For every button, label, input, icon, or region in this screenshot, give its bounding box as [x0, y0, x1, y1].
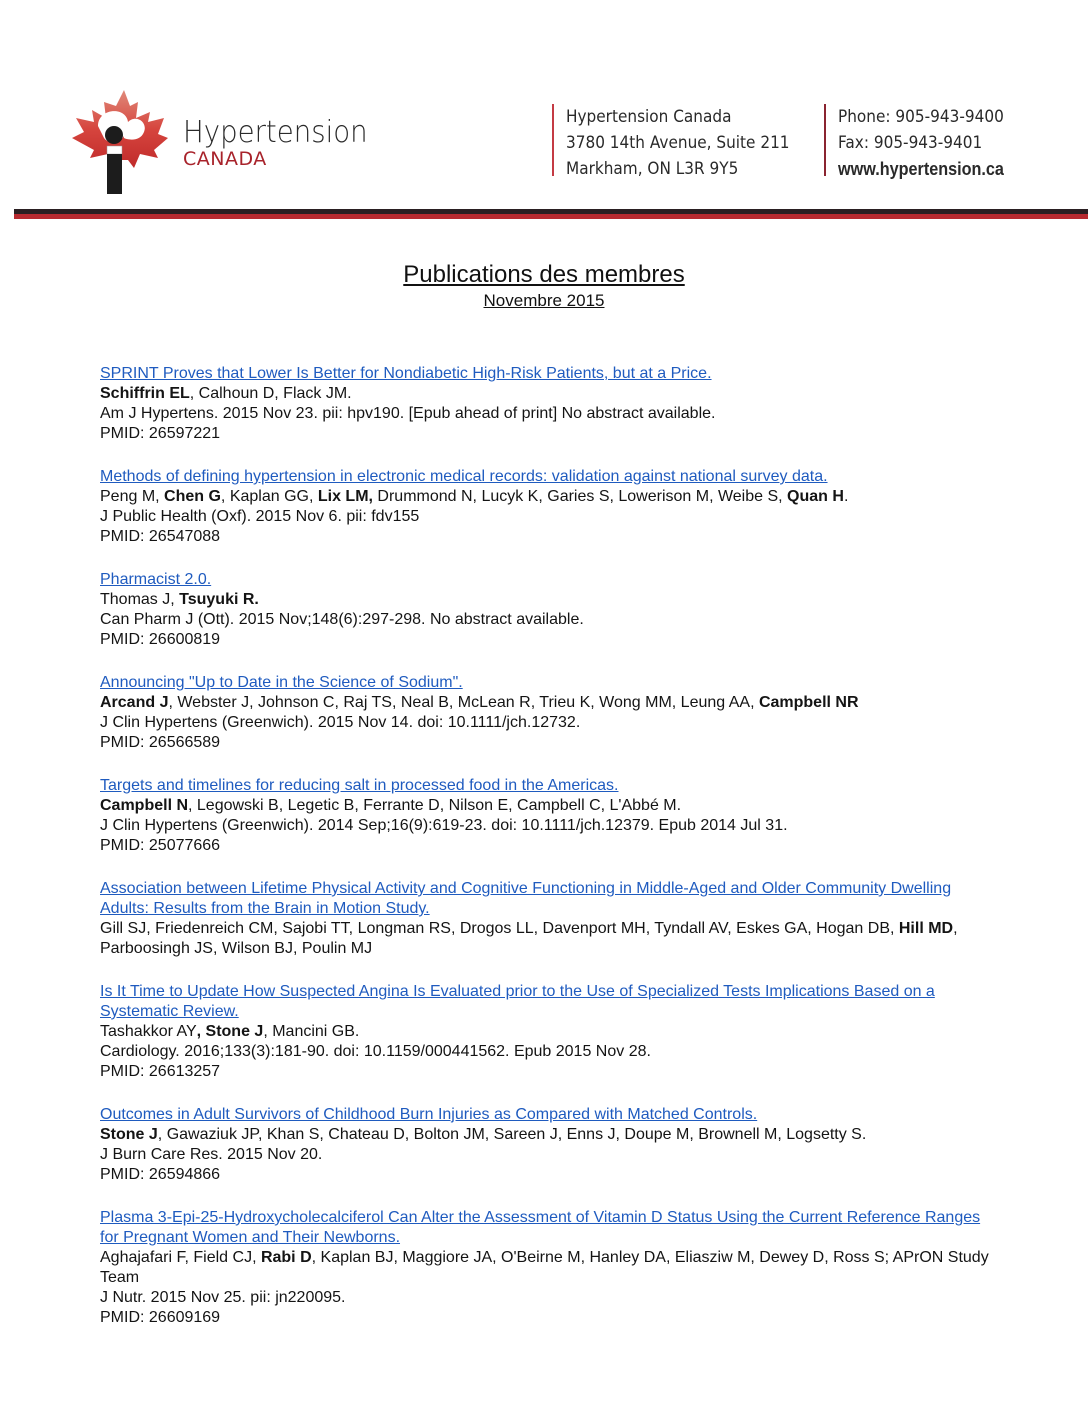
logo-wordmark: Hypertension: [183, 115, 368, 150]
publication-authors: [100, 487, 1000, 507]
publication-source: J Burn Care Res. 2015 Nov 20.: [100, 1146, 323, 1163]
publication-title-link[interactable]: SPRINT Proves that Lower Is Better for Nondiabetic High-Risk Patients, but at a Price.: [100, 365, 712, 382]
publication-item: [100, 467, 1000, 547]
publication-source: Am J Hypertens. 2015 Nov 23. pii: hpv190. [Epub ahead of print] No abstract available.: [100, 405, 716, 422]
hypertension-canada-logo: [68, 88, 368, 198]
author: , Webster J, Johnson C, Raj TS, Neal B, McLean R, Trieu K, Wong MM, Leung AA,: [168, 694, 759, 711]
member-author: Hill MD: [898, 920, 954, 937]
publication-title-link[interactable]: Outcomes in Adult Survivors of Childhood Burn Injuries as Compared with Matched Controls.: [100, 1106, 758, 1123]
publication-authors: [100, 919, 1000, 959]
publication-authors: [100, 693, 1000, 713]
publication-source: Cardiology. 2016;133(3):181-90. doi: 10.1159/000441562. Epub 2015 Nov 28.: [100, 1043, 651, 1060]
publication-item: [100, 879, 1000, 959]
member-author: Arcand J: [100, 694, 169, 711]
publication-source: J Clin Hypertens (Greenwich). 2015 Nov 14. doi: 10.1111/jch.12732.: [100, 714, 581, 731]
header-divider: [824, 104, 826, 176]
publication-pmid: PMID: 26594866: [100, 1166, 221, 1183]
publication-source: Can Pharm J (Ott). 2015 Nov;148(6):297-298. No abstract available.: [100, 611, 584, 628]
member-author: Campbell NR: [758, 694, 859, 711]
publication-title-link[interactable]: Plasma 3-Epi-25-Hydroxycholecalciferol Can Alter the Assessment of Vitamin D Status Using the Current Reference Ranges for Pregnant Women and Their Newborns.: [100, 1209, 981, 1246]
publication-item: [100, 570, 1000, 650]
publication-item: [100, 673, 1000, 753]
org-name: Hypertension Canada: [566, 107, 732, 127]
fax: Fax: 905-943-9401: [838, 133, 983, 153]
member-author: Schiffrin EL: [100, 385, 190, 402]
publication-pmid: PMID: 26609169: [100, 1309, 221, 1326]
publication-title-link[interactable]: Announcing "Up to Date in the Science of Sodium".: [100, 674, 463, 691]
author: Tashakkor AY: [100, 1023, 197, 1040]
publication-title-link[interactable]: Is It Time to Update How Suspected Angina Is Evaluated prior to the Use of Specialized Tests Implications Based on a Systematic Review.: [100, 983, 935, 1020]
author: .: [843, 488, 849, 505]
org-contact: [838, 104, 1004, 182]
author: , Kaplan BJ, Maggiore JA, O'Beirne M, Hanley DA, Eliasziw M, Dewey D, Ross S; APrON Study Team: [100, 1249, 989, 1286]
publication-item: [100, 1208, 1000, 1328]
author: , Gawaziuk JP, Khan S, Chateau D, Bolton JM, Sareen J, Enns J, Doupe M, Brownell M, Logsetty S.: [157, 1126, 867, 1143]
publication-title-link[interactable]: Methods of defining hypertension in electronic medical records: validation against national survey data.: [100, 468, 828, 485]
header-divider: [552, 104, 554, 176]
phone: Phone: 905-943-9400: [838, 107, 1004, 127]
member-author: Chen G: [164, 488, 221, 505]
header-rule-red: [14, 214, 1088, 219]
logo-subtitle: CANADA: [183, 148, 267, 170]
publication-title-link[interactable]: Targets and timelines for reducing salt in processed food in the Americas.: [100, 777, 619, 794]
author: Thomas J,: [100, 591, 180, 608]
publication-source: J Clin Hypertens (Greenwich). 2014 Sep;16(9):619-23. doi: 10.1111/jch.12379. Epub 2014 Jul 31.: [100, 817, 788, 834]
author: Gill SJ, Friedenreich CM, Sajobi TT, Longman RS, Drogos LL, Davenport MH, Tyndall AV, Eskes GA, Hogan DB,: [100, 920, 899, 937]
publication-pmid: PMID: 26600819: [100, 631, 221, 648]
publication-pmid: PMID: 25077666: [100, 837, 221, 854]
author: Peng M,: [100, 488, 165, 505]
publication-authors: [100, 1248, 1000, 1288]
website-link[interactable]: www.hypertension.ca: [838, 159, 1004, 179]
publication-item: [100, 776, 1000, 856]
member-author: Stone J: [100, 1126, 158, 1143]
member-author: Campbell N: [100, 797, 189, 814]
member-author: Rabi D: [260, 1249, 312, 1266]
publication-pmid: PMID: 26566589: [100, 734, 221, 751]
publication-pmid: PMID: 26547088: [100, 528, 221, 545]
maple-leaf-icon: [68, 88, 180, 198]
publication-authors: [100, 384, 1000, 404]
publication-item: [100, 364, 1000, 444]
publication-authors: [100, 796, 1000, 816]
author: , Parboosingh JS, Wilson BJ, Poulin MJ: [100, 920, 958, 957]
publication-title-link[interactable]: Association between Lifetime Physical Activity and Cognitive Functioning in Middle-Aged and Older Community Dwelling Adults: Results from the Brain in Motion Study.: [100, 880, 952, 917]
member-author: Quan H: [787, 488, 844, 505]
publication-item: [100, 982, 1000, 1082]
author: Drummond N, Lucyk K, Garies S, Lowerison M, Weibe S,: [372, 488, 788, 505]
page-title: Publications des membres: [403, 261, 685, 288]
publication-source: J Nutr. 2015 Nov 25. pii: jn220095.: [100, 1289, 346, 1306]
page-subtitle: Novembre 2015: [483, 291, 605, 310]
publication-pmid: PMID: 26613257: [100, 1063, 221, 1080]
author: Aghajafari F, Field CJ,: [100, 1249, 261, 1266]
publication-list: [100, 364, 1000, 1351]
author: , Kaplan GG,: [220, 488, 318, 505]
publication-item: [100, 1105, 1000, 1185]
document-heading: [0, 260, 1088, 312]
member-author: , Stone J: [196, 1023, 264, 1040]
publication-authors: [100, 1022, 1000, 1042]
publication-authors: [100, 590, 1000, 610]
org-address: [566, 104, 790, 182]
author: , Calhoun D, Flack JM.: [189, 385, 352, 402]
member-author: Tsuyuki R.: [179, 591, 259, 608]
author: , Legowski B, Legetic B, Ferrante D, Nilson E, Campbell C, L'Abbé M.: [188, 797, 682, 814]
publication-title-link[interactable]: Pharmacist 2.0.: [100, 571, 212, 588]
city-address: Markham, ON L3R 9Y5: [566, 159, 739, 179]
publication-pmid: PMID: 26597221: [100, 425, 221, 442]
member-author: Lix LM,: [317, 488, 373, 505]
author: , Mancini GB.: [263, 1023, 360, 1040]
street-address: 3780 14th Avenue, Suite 211: [566, 133, 790, 153]
publication-source: J Public Health (Oxf). 2015 Nov 6. pii: fdv155: [100, 508, 420, 525]
publication-authors: [100, 1125, 1000, 1145]
